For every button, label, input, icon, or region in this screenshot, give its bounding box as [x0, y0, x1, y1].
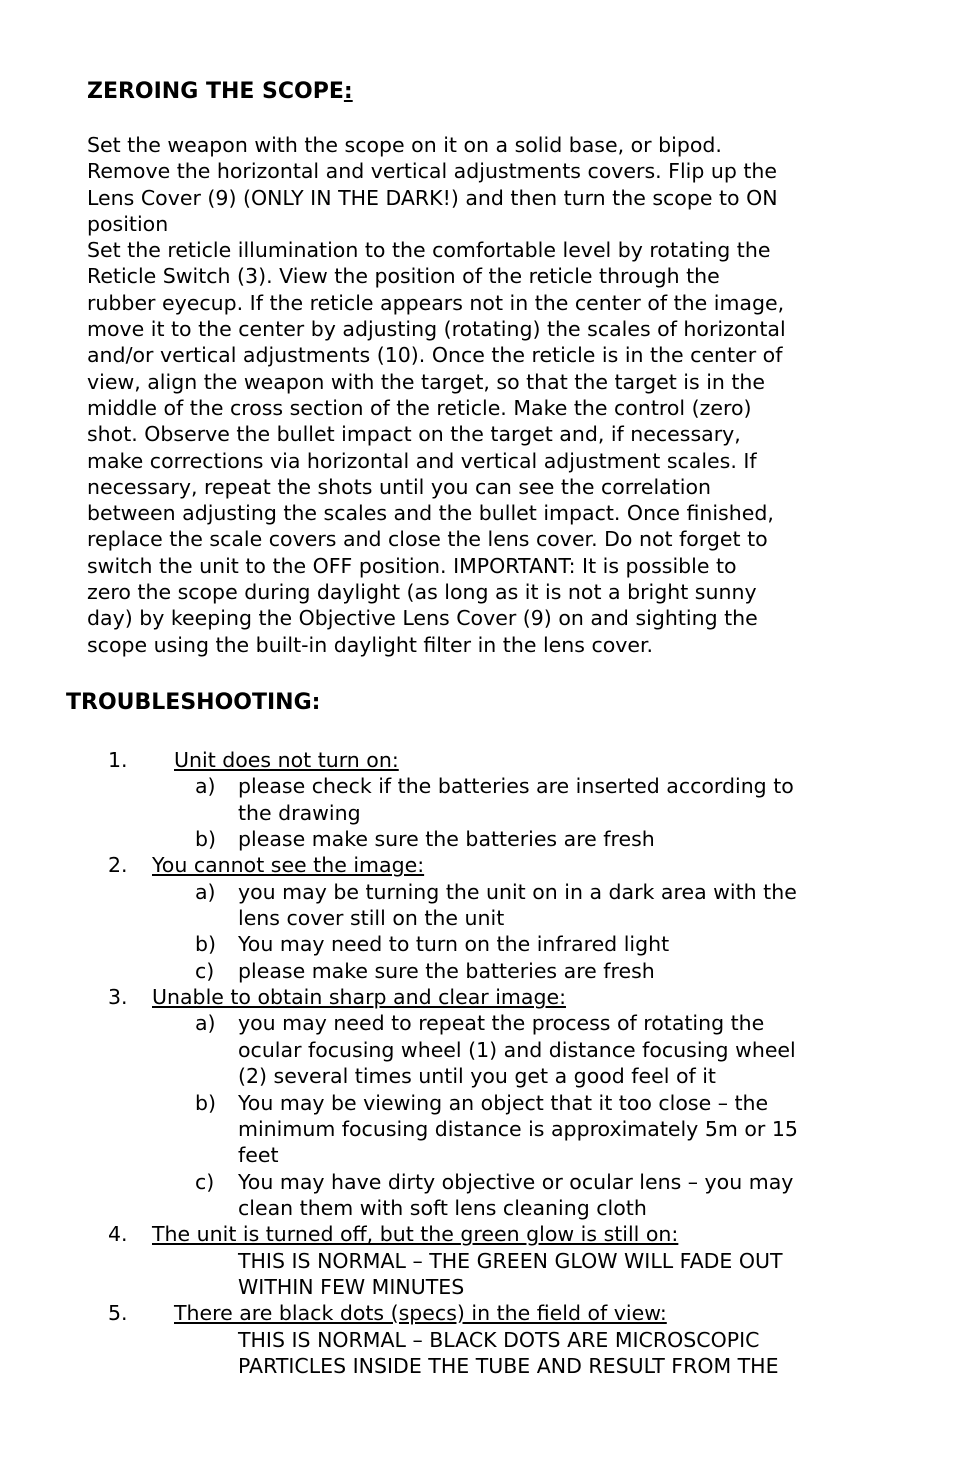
paragraph-line: Set the reticle illumination to the comfortable level by rotating the: [87, 238, 771, 263]
sub-text: the drawing: [238, 801, 361, 825]
item-number: 2.: [108, 853, 128, 877]
paragraph-line: between adjusting the scales and the bullet impact. Once finished,: [87, 501, 774, 526]
paragraph-line: and/or vertical adjustments (10). Once the reticle is in the center of: [87, 343, 783, 368]
paragraph-line: Lens Cover (9) (ONLY IN THE DARK!) and then turn the scope to ON: [87, 185, 778, 210]
item-number: 4.: [108, 1222, 128, 1246]
sub-text: feet: [238, 1143, 279, 1167]
sub-text: please check if the batteries are inserted according to: [238, 774, 794, 798]
sub-text: you may need to repeat the process of rotating the: [238, 1011, 765, 1035]
paragraph-line: necessary, repeat the shots until you can see the correlation: [87, 474, 711, 499]
zeroing-heading-text: ZEROING THE SCOPE: [87, 79, 344, 104]
sub-text: You may be viewing an object that it too close – the: [238, 1091, 769, 1115]
sub-text: (2) several times until you get a good feel of it: [238, 1064, 716, 1088]
sub-letter: b): [195, 827, 217, 851]
paragraph-line: position: [87, 211, 169, 236]
paragraph-line: day) by keeping the Objective Lens Cover (9) on and sighting the: [87, 606, 758, 631]
zeroing-heading-colon: :: [343, 79, 353, 104]
note-text: THIS IS NORMAL – THE GREEN GLOW WILL FADE OUT: [238, 1249, 783, 1273]
sub-text: clean them with soft lens cleaning cloth: [238, 1196, 647, 1220]
sub-text: please make sure the batteries are fresh: [238, 959, 655, 983]
sub-letter: b): [195, 932, 217, 956]
paragraph-line: view, align the weapon with the target, so that the target is in the: [87, 369, 766, 394]
item-heading: There are black dots (specs) in the field of view:: [174, 1301, 667, 1325]
item-number: 3.: [108, 985, 128, 1009]
sub-letter: c): [195, 1170, 215, 1194]
note-text: WITHIN FEW MINUTES: [238, 1275, 465, 1299]
item-number: 5.: [108, 1301, 128, 1325]
sub-letter: a): [195, 1011, 216, 1035]
troubleshooting-heading: TROUBLESHOOTING:: [66, 690, 321, 715]
paragraph-line: Reticle Switch (3). View the position of the reticle through the: [87, 264, 720, 289]
sub-text: You may have dirty objective or ocular lens – you may: [238, 1170, 794, 1194]
paragraph-line: move it to the center by adjusting (rotating) the scales of horizontal: [87, 317, 786, 342]
paragraph-line: Remove the horizontal and vertical adjustments covers. Flip up the: [87, 159, 778, 184]
item-heading: Unit does not turn on:: [174, 748, 399, 772]
item-heading: The unit is turned off, but the green glow is still on:: [152, 1222, 679, 1246]
paragraph-line: rubber eyecup. If the reticle appears not in the center of the image,: [87, 290, 785, 315]
item-heading: You cannot see the image:: [152, 853, 425, 877]
sub-letter: b): [195, 1091, 217, 1115]
sub-text: You may need to turn on the infrared light: [238, 932, 670, 956]
item-number: 1.: [108, 748, 128, 772]
sub-text: lens cover still on the unit: [238, 906, 505, 930]
sub-text: you may be turning the unit on in a dark area with the: [238, 880, 797, 904]
item-heading: Unable to obtain sharp and clear image:: [152, 985, 566, 1009]
sub-letter: a): [195, 774, 216, 798]
sub-text: minimum focusing distance is approximately 5m or 15: [238, 1117, 798, 1141]
sub-letter: a): [195, 880, 216, 904]
paragraph-line: shot. Observe the bullet impact on the target and, if necessary,: [87, 422, 741, 447]
paragraph-line: switch the unit to the OFF position. IMPORTANT: It is possible to: [87, 553, 737, 578]
sub-letter: c): [195, 959, 215, 983]
paragraph-line: replace the scale covers and close the lens cover. Do not forget to: [87, 527, 768, 552]
paragraph-line: zero the scope during daylight (as long as it is not a bright sunny: [87, 580, 757, 605]
zeroing-heading: [87, 77, 353, 107]
sub-text: ocular focusing wheel (1) and distance focusing wheel: [238, 1038, 796, 1062]
paragraph-line: Set the weapon with the scope on it on a solid base, or bipod.: [87, 133, 722, 157]
note-text: THIS IS NORMAL – BLACK DOTS ARE MICROSCOPIC: [238, 1328, 760, 1352]
note-text: PARTICLES INSIDE THE TUBE AND RESULT FROM THE: [238, 1354, 779, 1378]
paragraph-line: scope using the built-in daylight filter in the lens cover.: [87, 632, 654, 657]
zeroing-paragraph: [87, 132, 857, 658]
paragraph-line: make corrections via horizontal and vertical adjustment scales. If: [87, 448, 757, 473]
paragraph-line: middle of the cross section of the reticle. Make the control (zero): [87, 395, 752, 420]
sub-text: please make sure the batteries are fresh: [238, 827, 655, 851]
